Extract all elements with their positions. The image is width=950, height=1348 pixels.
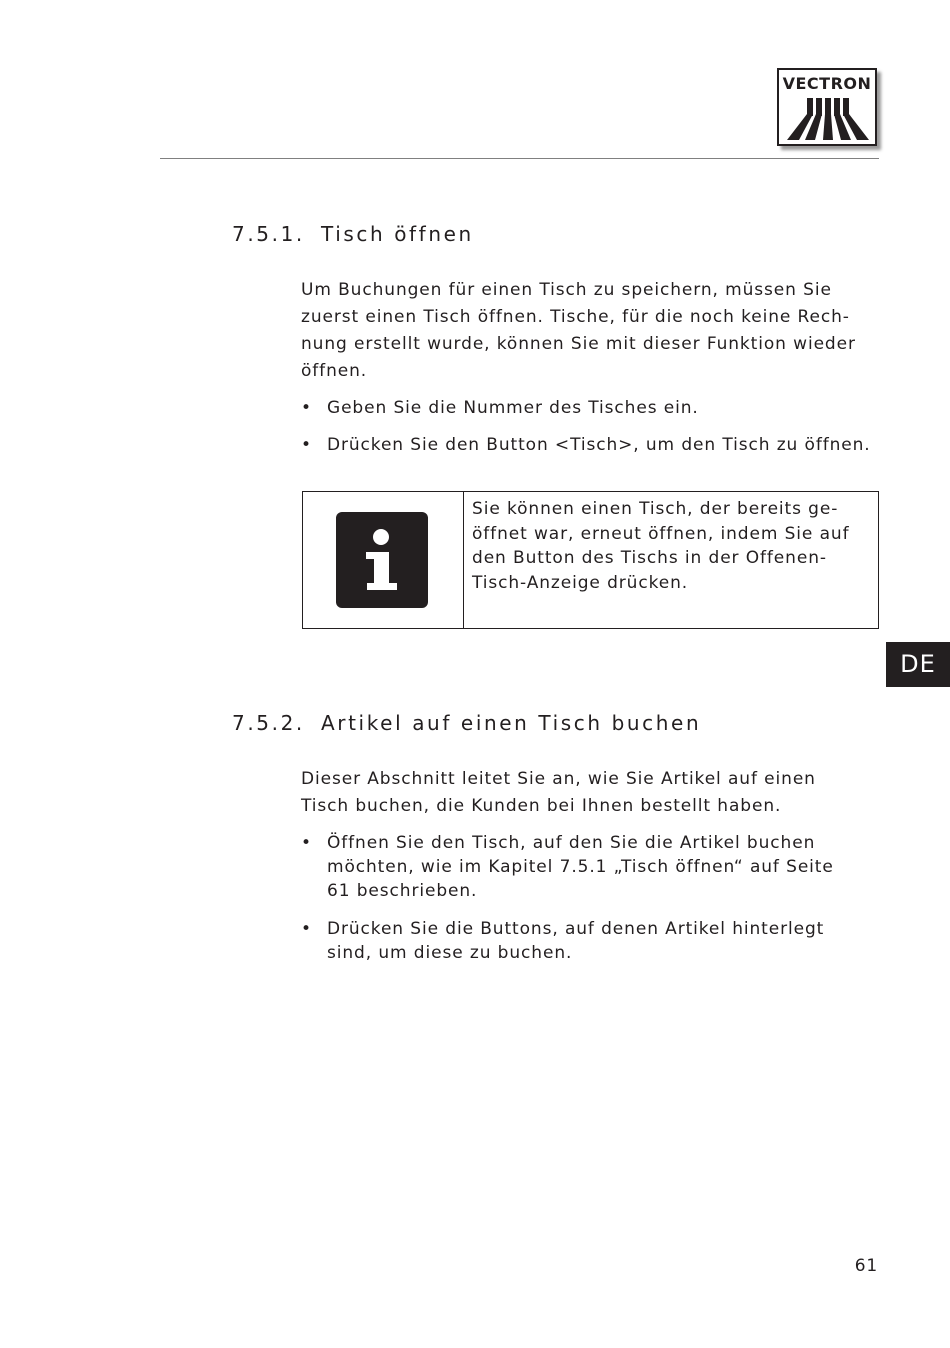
logo-wordmark: VECTRON <box>782 74 872 93</box>
section-2-intro: Dieser Abschnitt leitet Sie an, wie Sie Artikel auf einen Tisch buchen, die Kunden bei Ihnen bestellt haben. <box>301 769 816 816</box>
bullet-icon: • <box>301 919 312 939</box>
bullet-icon: • <box>301 435 312 455</box>
bullet-icon: • <box>301 398 312 418</box>
logo-keys-icon <box>785 96 871 142</box>
list-item <box>301 917 824 965</box>
info-note-text: Sie können einen Tisch, der bereits ge- öffnet war, erneut öffnen, indem Sie auf den Button des Tischs in der Offenen- Tisch-Anzeige drücken. <box>472 499 850 593</box>
info-box-divider <box>463 492 464 628</box>
vectron-logo <box>777 68 877 146</box>
language-tab: DE <box>886 642 950 687</box>
section-heading-7-5-1 <box>232 222 474 246</box>
list-item <box>301 831 834 903</box>
section-heading-7-5-2 <box>232 711 701 735</box>
page-number: 61 <box>854 1256 878 1276</box>
section-number: 7.5.2. <box>232 711 305 735</box>
section-1-intro: Um Buchungen für einen Tisch zu speichern, müssen Sie zuerst einen Tisch öffnen. Tische, für die noch keine Rech- nung erstellt wurde, können Sie mit dieser Funktion wieder öffnen. <box>301 280 856 381</box>
list-item-text: Öffnen Sie den Tisch, auf den Sie die Artikel buchen möchten, wie im Kapitel 7.5.1 „Tisch öffnen“ auf Seite 61 beschrieben. <box>327 833 834 901</box>
list-item-text: Drücken Sie die Buttons, auf denen Artikel hinterlegt sind, um diese zu buchen. <box>327 919 825 963</box>
section-title: Artikel auf einen Tisch buchen <box>321 711 702 735</box>
bullet-icon: • <box>301 833 312 853</box>
list-item-text: Drücken Sie den Button <Tisch>, um den Tisch zu öffnen. <box>327 435 871 455</box>
info-icon <box>336 512 428 608</box>
list-item-text: Geben Sie die Nummer des Tisches ein. <box>327 398 699 418</box>
header-divider <box>160 158 879 159</box>
list-item <box>301 433 871 457</box>
section-number: 7.5.1. <box>232 222 305 246</box>
section-title: Tisch öffnen <box>321 222 474 246</box>
info-note-box <box>302 491 879 629</box>
list-item <box>301 396 699 420</box>
